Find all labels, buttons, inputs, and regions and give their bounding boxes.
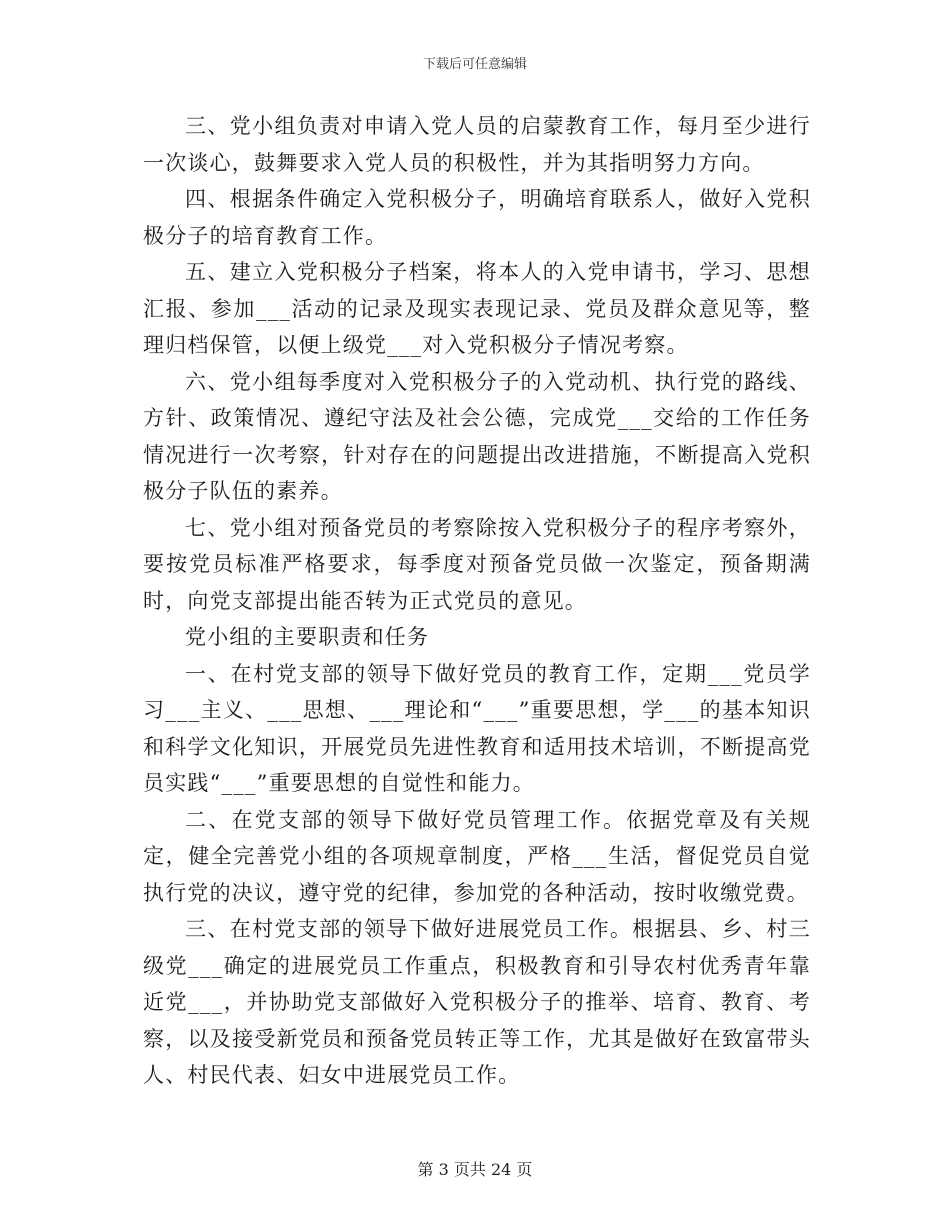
duty-paragraph-1: 一、在村党支部的领导下做好党员的教育工作，定期___党员学习___主义、___思想、___理论和“___”重要思想，学___的基本知识和科学文化知识，开展党员先进性教育和适用技术培训，不断提高党员实践“___”重要思想的自觉性和能力。 (143, 661, 811, 795)
duty-paragraph-3: 三、在村党支部的领导下做好进展党员工作。根据县、乡、村三级党___确定的进展党员工作重点，积极教育和引导农村优秀青年靠近党___，并协助党支部做好入党积极分子的推举、培育、教育、考察，以及接受新党员和预备党员转正等工作，尤其是做好在致富带头人、村民代表、妇女中进展党员工作。 (143, 917, 811, 1087)
section-heading: 党小组的主要职责和任务 (185, 625, 430, 649)
paragraph-5: 五、建立入党积极分子档案，将本人的入党申请书，学习、思想汇报、参加___活动的记录及现实表现记录、党员及群众意见等，整理归档保管，以便上级党___对入党积极分子情况考察。 (143, 260, 811, 357)
page-number-footer: 第 3 页共 24 页 (417, 1160, 533, 1179)
page-header: 下载后可任意编辑 (422, 57, 527, 72)
paragraph-3: 三、党小组负责对申请入党人员的启蒙教育工作，每月至少进行一次谈心，鼓舞要求入党人员的积极性，并为其指明努力方向。 (143, 114, 811, 175)
paragraph-6: 六、党小组每季度对入党积极分子的入党动机、执行党的路线、方针、政策情况、遵纪守法及社会公德，完成党___交给的工作任务情况进行一次考察，针对存在的问题提出改进措施，不断提高入党积极分子队伍的素养。 (143, 369, 811, 503)
document-body (143, 108, 811, 1094)
paragraph-7: 七、党小组对预备党员的考察除按入党积极分子的程序考察外，要按党员标准严格要求，每季度对预备党员做一次鉴定，预备期满时，向党支部提出能否转为正式党员的意见。 (143, 515, 811, 613)
duty-paragraph-2: 二、在党支部的领导下做好党员管理工作。依据党章及有关规定，健全完善党小组的各项规章制度，严格___生活，督促党员自觉执行党的决议，遵守党的纪律，参加党的各种活动，按时收缴党费。 (143, 807, 811, 905)
paragraph-4: 四、根据条件确定入党积极分子，明确培育联系人，做好入党积极分子的培育教育工作。 (143, 187, 811, 248)
